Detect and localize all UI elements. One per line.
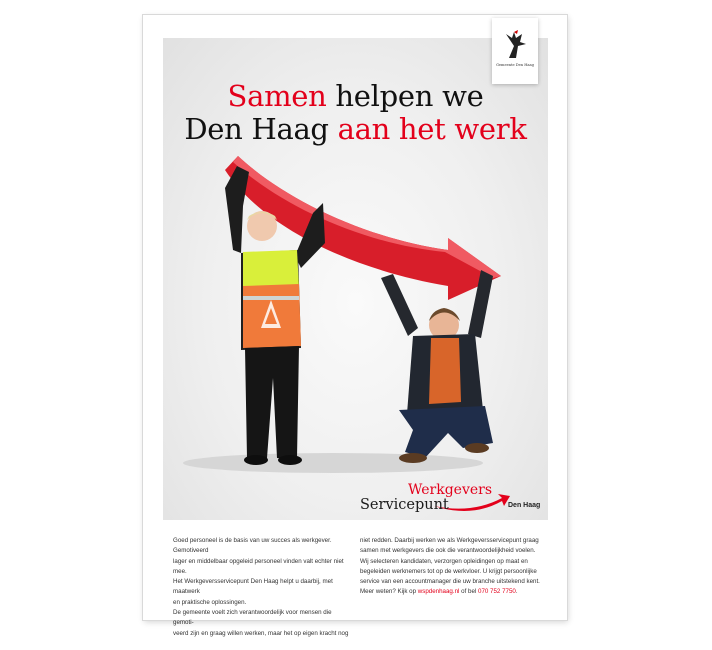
werkgevers-servicepunt-logo	[360, 482, 550, 518]
stork-icon	[500, 28, 530, 60]
floor-shadow	[183, 453, 483, 473]
body-text-col2-or-call: of bel	[459, 588, 478, 596]
brand-line1: Werkgevers	[408, 482, 493, 498]
body-text-col2-main: niet redden. Daarbij werken we als Werkgeversservicepunt graag samen met werkgevers die ook die verantwoordelijkheid voelen. Wij selecteren kandidaten, verzorgen opleidingen op maat en begeleiden werknemers tot op de werkvloer. U krijgt persoonlijke service van een accountmanager die uw branche uitstekend kent. Meer weten? Kijk op	[360, 537, 540, 596]
headline-word-samen: Samen	[227, 79, 327, 113]
headline-line1-rest: helpen we	[326, 79, 484, 113]
body-text-col2-end: .	[515, 588, 518, 596]
phone-number[interactable]: 070 752 7750	[478, 588, 516, 596]
brand-city: Den Haag	[508, 502, 541, 509]
logo-text: Gemeente Den Haag	[496, 63, 534, 67]
body-text-column-2	[360, 536, 540, 598]
brand-line2: Servicepunt	[360, 497, 449, 513]
website-link[interactable]: wspdenhaag.nl	[417, 588, 460, 596]
headline-line2-red: aan het werk	[337, 112, 527, 146]
headline-line2-start: Den Haag	[184, 112, 338, 146]
man-figure	[381, 270, 493, 463]
gemeente-logo-tab	[492, 18, 538, 84]
ad-photo	[163, 38, 548, 520]
illustration	[163, 38, 548, 520]
body-text-column-1: Goed personeel is de basis van uw succes als werkgever. Gemotiveerd lager en middelbaar opgeleid personeel vinden valt echter niet mee. Het Werkgeversservicepunt Den Haag helpt u daarbij, met maatwerk en praktische oplossingen. De gemeente voelt zich verantwoordelijk voor mensen die gemoti- veerd zijn en graag willen werken, maar het op eigen kracht nog	[173, 537, 349, 637]
